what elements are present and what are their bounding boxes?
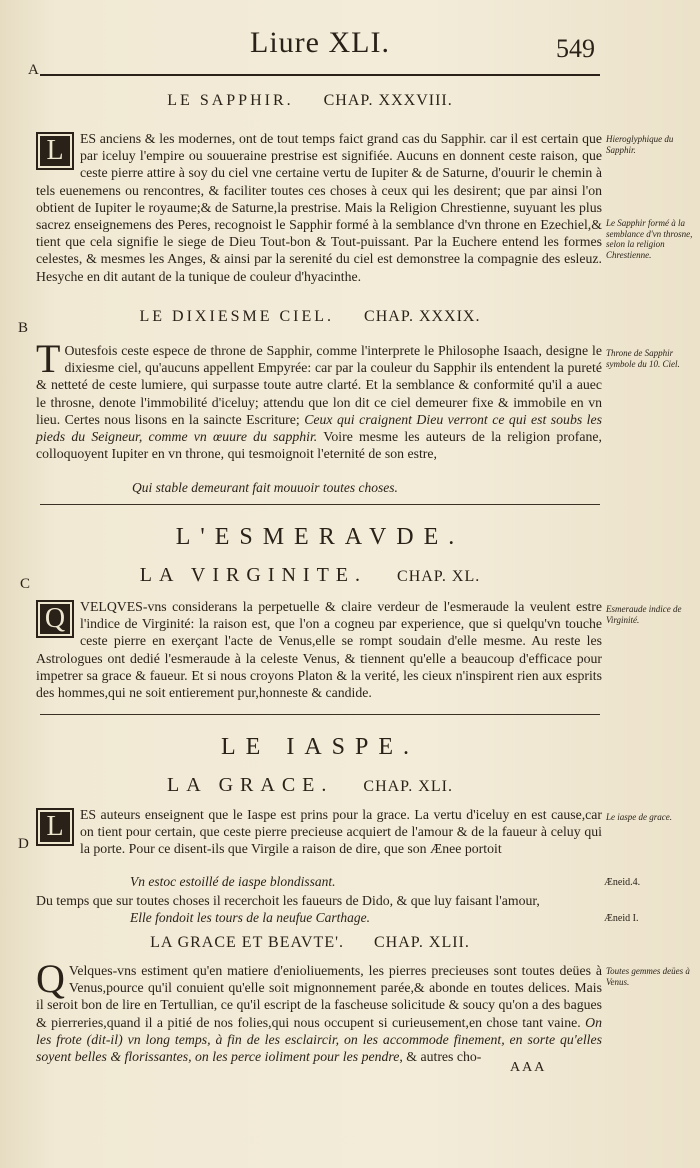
chapter-42-text: Velques-vns estiment qu'en matiere d'enioliuements, les pierres precieuses sont toutes deües à Venus,pource qu'il conuient qu'elle soit mignonnement parée,& abonde en toutes delices. Mais il seroit bon de lire en Tertullian, ce qu'il escript de la fascheuse solicitude & soucy qu'on a des bagues & pierreries,quand il a pitié de nos folies,qui nous occupent si curieusement,en chose tant vaine. bbox=[36, 963, 602, 1030]
chapter-heading bbox=[40, 92, 580, 110]
chapter-title: LE SAPPHIR. bbox=[167, 92, 294, 109]
section-rule bbox=[40, 504, 600, 505]
drop-cap: Q bbox=[36, 600, 74, 638]
drop-cap: L bbox=[36, 132, 74, 170]
chapter-title: LE DIXIESME CIEL. bbox=[139, 308, 335, 325]
chapter-41-text: ES auteurs enseignent que le Iaspe est prins pour la grace. La vertu d'iceluy en est cause,car on tient pour certain, que ceste pierre precieuse acquiert de l'amour & de la faueur à celuy qui la porte. Pour ce disent-ils que Virgile a raison de dire, que son Ænee portoit bbox=[80, 807, 602, 857]
margin-note: Toutes gemmes deües à Venus. bbox=[606, 966, 690, 987]
scripture-quote: Ceux qui craignent Dieu verront ce qui est soubs les pieds du Seigneur, comme vn œuure du sapphir. bbox=[36, 411, 602, 445]
chapter-38-body bbox=[36, 130, 602, 285]
margin-note: Esmeraude indice de Virginité. bbox=[606, 604, 682, 625]
margin-letter-d: D bbox=[18, 836, 29, 852]
chapter-42-body bbox=[36, 956, 602, 1065]
chapter-38-text: ES anciens & les modernes, ont de tout temps faict grand cas du Sapphir. car il est certain que par iceluy l'empire ou souueraine prestrise est signifiée. Aucuns en donnent ceste raison, que ceste pierre attire à soy du ciel vne certaine vertu de Iupiter & de Saturne, d'ouurir le chemin à tels euenemens ou rencontres, & faciliter toutes ces choses à ceux qui les desirent; que par ainsi l'on obtient de Iupiter le royaume;& de Saturne,la prestrise. Mais la Religion Chrestienne, suyuant les plus sacrez enseignemens des Peres, recognoist le Sapphir formé à la semblance d'vn throne en Ezechiel,& tient que cela signifie le siege de Dieu Tout-bon & Tout-puissant. Par la Euchere entend les formes celestes, & mesmes les Anges, & ainsi par la serenité du ciel est demonstree la compagnie des esleuz. Hesyche en dit autant de la tunique de couleur d'hyacinthe. bbox=[36, 131, 602, 284]
chapter-title: LA VIRGINITE. bbox=[139, 564, 368, 586]
chapter-39-text-end: Voire mesme les auteurs de la religion profane, colloquoyent Iupiter en vn throne, qui tesmoignoit l'eternité de son estre, bbox=[36, 429, 602, 462]
initial-letter: Q bbox=[36, 956, 65, 1001]
section-title: L'ESMERAVDE. bbox=[175, 524, 465, 550]
chapter-number: CHAP. XXXIX. bbox=[364, 308, 481, 325]
section-title: LE IASPE. bbox=[221, 734, 419, 760]
page-number: 549 bbox=[556, 34, 595, 63]
tertullian-quote: On les frote (dit-il) vn long temps, à fin de les esclaircir, on les accommode finement, en sorte qu'elles soyent belles & florissantes, on les perce ioliment pour les pendre bbox=[36, 1014, 602, 1065]
chapter-heading bbox=[40, 564, 580, 587]
verse-line: Elle fondoit les tours de la neufue Carthage. bbox=[130, 910, 370, 925]
chapter-title: LA GRACE. bbox=[167, 774, 334, 796]
margin-letter-c: C bbox=[20, 576, 31, 592]
chapter-39-text: Outesfois ceste espece de throne de Sapphir, comme l'interprete le Philosophe Isaach, designe le dixiesme ciel, qu'aucuns appellent Empyrée: car par la couleur du Sapphir ils entendent la pureté & netteté de ceste lumiere, qui surpasse toute autre clarté. Et la semblance & conformité qu'il a auec le throsne, denote l'immobilité d'iceluy; attendu que lon dit ce ciel demeurer fixe & immobile en vn lieu. Certes nous lisons en la saincte Escriture; bbox=[36, 343, 602, 427]
margin-note: Hieroglyphique du Sapphir. bbox=[606, 134, 674, 155]
chapter-heading bbox=[40, 934, 580, 952]
margin-reference: Æneid I. bbox=[604, 913, 639, 924]
margin-note: Le iaspe de grace. bbox=[606, 812, 672, 822]
running-title: Liure XLI. bbox=[250, 26, 390, 59]
chapter-heading bbox=[40, 774, 580, 797]
verse-line: Vn estoc estoillé de iaspe blondissant. bbox=[130, 874, 336, 889]
initial-letter: T bbox=[36, 336, 61, 381]
chapter-number: CHAP. XLI. bbox=[363, 778, 453, 795]
chapter-number: CHAP. XL. bbox=[397, 568, 481, 585]
header-rule bbox=[40, 74, 600, 76]
chapter-41-body bbox=[36, 806, 602, 858]
chapter-heading bbox=[40, 308, 580, 326]
chapter-42-text-end: , & autres cho- bbox=[399, 1049, 482, 1065]
drop-cap: L bbox=[36, 808, 74, 846]
chapter-41-text-continued: Du temps que sur toutes choses il recerchoit les faueurs de Dido, & que luy faisant l'amour, bbox=[36, 893, 540, 908]
verse-line: Qui stable demeurant fait mouuoir toutes choses. bbox=[132, 480, 398, 495]
signature-mark: AAA bbox=[510, 1060, 547, 1075]
chapter-39-body bbox=[36, 336, 602, 462]
chapter-number: CHAP. XLII. bbox=[373, 934, 470, 951]
margin-letter-a: A bbox=[28, 62, 39, 78]
chapter-40-text: VELQVES-vns considerans la perpetuelle & claire verdeur de l'esmeraude la veulent estre l'indice de Virginité: la raison est, que l'on a cogneu par experience, que si quelqu'vn touche ceste pierre en exerçant l'acte de Venus,elle se rompt soudain d'elle mesme. Au reste les Astrologues ont dedié l'esmeraude à la celeste Venus, & tiennent qu'elle a beaucoup d'efficace pour impetrer sa grace & faueur. Et si nous croyons Platon & la verité, les cieux n'inspirent rien aux esprits des hommes,qui ne soit entierement pur,honneste & candide. bbox=[36, 599, 602, 701]
chapter-number: CHAP. XXXVIII. bbox=[323, 92, 453, 109]
margin-note: Throne de Sapphir symbole du 10. Ciel. bbox=[606, 348, 680, 369]
chapter-title: LA GRACE ET BEAVTE'. bbox=[150, 934, 344, 951]
margin-note: Le Sapphir formé à la semblance d'vn throsne, selon la religion Chrestienne. bbox=[606, 218, 693, 260]
chapter-40-body bbox=[36, 598, 602, 701]
margin-reference: Æneid.4. bbox=[604, 877, 641, 888]
section-rule bbox=[40, 714, 600, 715]
margin-letter-b: B bbox=[18, 320, 29, 336]
